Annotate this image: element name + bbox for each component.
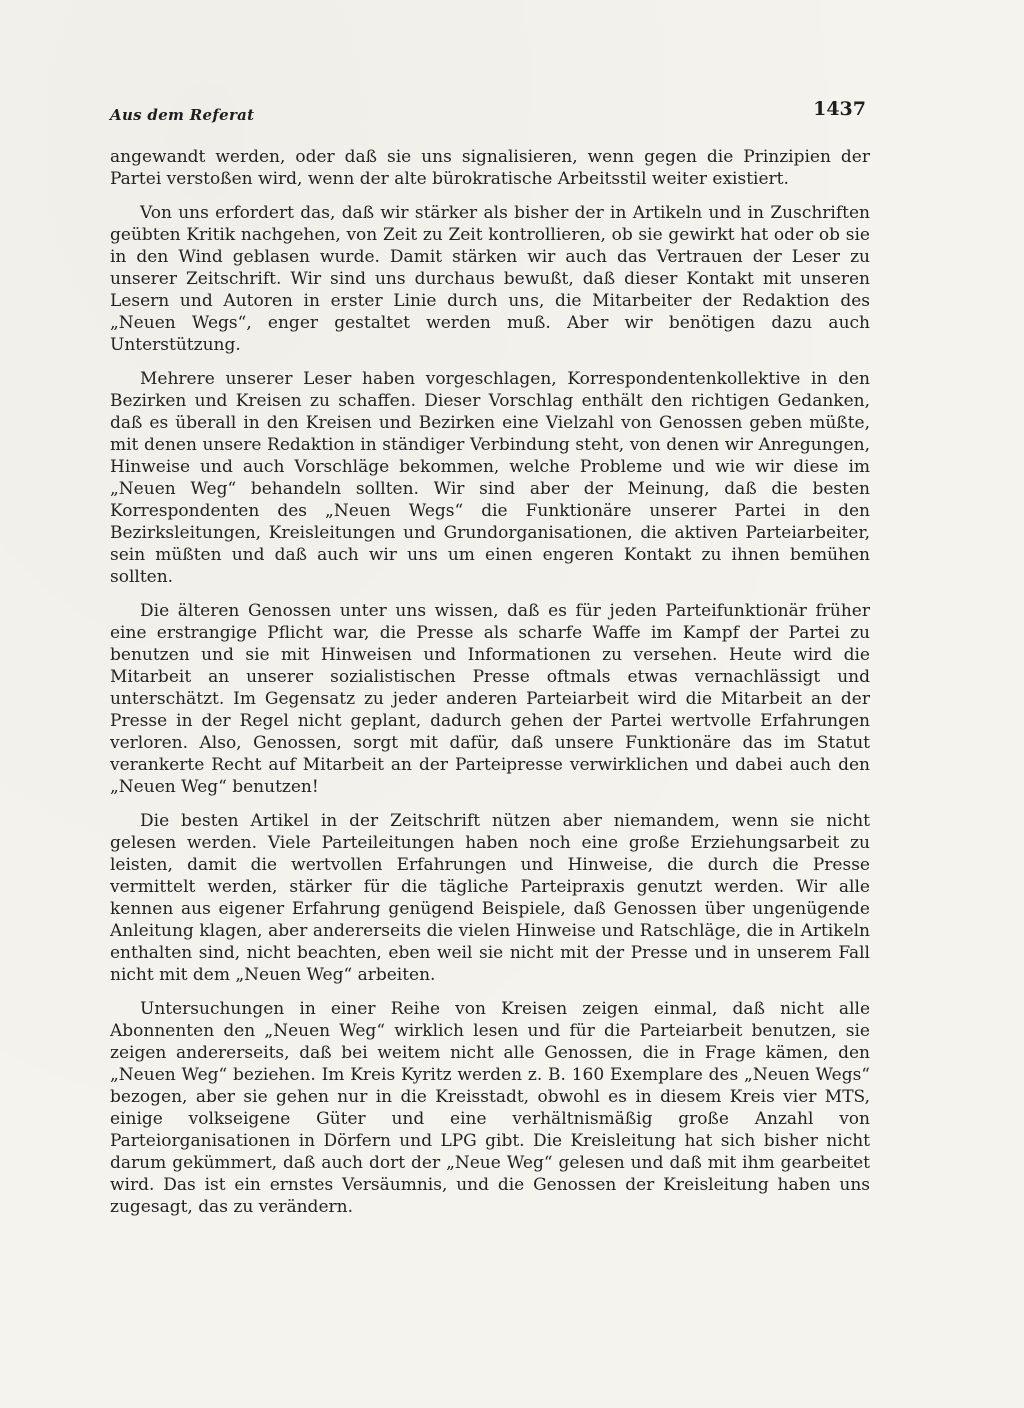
- running-head: Aus dem Referat: [110, 106, 255, 124]
- paragraph-5: Die besten Artikel in der Zeitschrift nützen aber niemandem, wenn sie nicht gelesen werden. Viele Parteileitungen haben noch eine große Erziehungsarbeit zu leisten, damit die wertvollen Erfahrungen und Hinweise, die durch die Presse vermittelt werden, stärker für die tägliche Parteipraxis genutzt werden. Wir alle kennen aus eigener Erfahrung genügend Beispiele, daß Genossen über ungenügende Anleitung klagen, aber andererseits die vielen Hinweise und Ratschläge, die in Artikeln enthalten sind, nicht beachten, eben weil sie nicht mit der Presse und in unserem Fall nicht mit dem „Neuen Weg“ arbeiten.: [110, 811, 870, 985]
- paragraph-2: Von uns erfordert das, daß wir stärker als bisher der in Artikeln und in Zuschriften geübten Kritik nachgehen, von Zeit zu Zeit kontrollieren, ob sie gewirkt hat oder ob sie in den Wind geblasen wurde. Damit stärken wir auch das Vertrauen der Leser zu unserer Zeitschrift. Wir sind uns durchaus bewußt, daß dieser Kontakt mit unseren Lesern und Autoren in erster Linie durch uns, die Mitarbeiter der Redaktion des „Neuen Wegs“, enger gestaltet werden muß. Aber wir benötigen dazu auch Unterstützung.: [110, 203, 870, 355]
- page-header: [110, 98, 866, 128]
- paragraph-3: Mehrere unserer Leser haben vorgeschlagen, Korrespondentenkollektive in den Bezirken und Kreisen zu schaffen. Dieser Vorschlag enthält den richtigen Gedanken, daß es überall in den Kreisen und Bezirken eine Vielzahl von Genossen geben müßte, mit denen unsere Redaktion in ständiger Verbindung steht, von denen wir Anregungen, Hinweise und auch Vorschläge bekommen, welche Probleme und wie wir diese im „Neuen Weg“ behandeln sollten. Wir sind aber der Meinung, daß die besten Korrespondenten des „Neuen Wegs“ die Funktionäre unserer Partei in den Bezirksleitungen, Kreisleitungen und Grundorganisationen, die aktiven Parteiarbeiter, sein müßten und daß auch wir uns um einen engeren Kontakt zu ihnen bemühen sollten.: [110, 369, 870, 587]
- paragraph-1: angewandt werden, oder daß sie uns signalisieren, wenn gegen die Prinzipien der Partei verstoßen wird, wenn der alte bürokratische Arbeitsstil weiter existiert.: [110, 147, 870, 189]
- page-number: 1437: [813, 98, 866, 120]
- body-text: [110, 146, 870, 1230]
- paragraph-6: Untersuchungen in einer Reihe von Kreisen zeigen einmal, daß nicht alle Abonnenten den „Neuen Weg“ wirklich lesen und für die Parteiarbeit benutzen, sie zeigen andererseits, daß bei weitem nicht alle Genossen, die in Frage kämen, den „Neuen Weg“ beziehen. Im Kreis Kyritz werden z. B. 160 Exemplare des „Neuen Wegs“ bezogen, aber sie gehen nur in die Kreisstadt, obwohl es in diesem Kreis vier MTS, einige volkseigene Güter und eine verhältnismäßig große Anzahl von Parteiorganisationen in Dörfern und LPG gibt. Die Kreisleitung hat sich bisher nicht darum gekümmert, daß auch dort der „Neue Weg“ gelesen und daß mit ihm gearbeitet wird. Das ist ein ernstes Versäumnis, und die Genossen der Kreisleitung haben uns zugesagt, das zu verändern.: [110, 999, 870, 1217]
- paragraph-4: Die älteren Genossen unter uns wissen, daß es für jeden Parteifunktionär früher eine erstrangige Pflicht war, die Presse als scharfe Waffe im Kampf der Partei zu benutzen und sie mit Hinweisen und Informationen zu versehen. Heute wird die Mitarbeit an unserer sozialistischen Presse oftmals etwas vernachlässigt und unterschätzt. Im Gegensatz zu jeder anderen Parteiarbeit wird die Mitarbeit an der Presse in der Regel nicht geplant, dadurch gehen der Partei wertvolle Erfahrungen verloren. Also, Genossen, sorgt mit dafür, daß unsere Funktionäre das im Statut verankerte Recht auf Mitarbeit an der Parteipresse verwirklichen und dabei auch den „Neuen Weg“ benutzen!: [110, 601, 870, 797]
